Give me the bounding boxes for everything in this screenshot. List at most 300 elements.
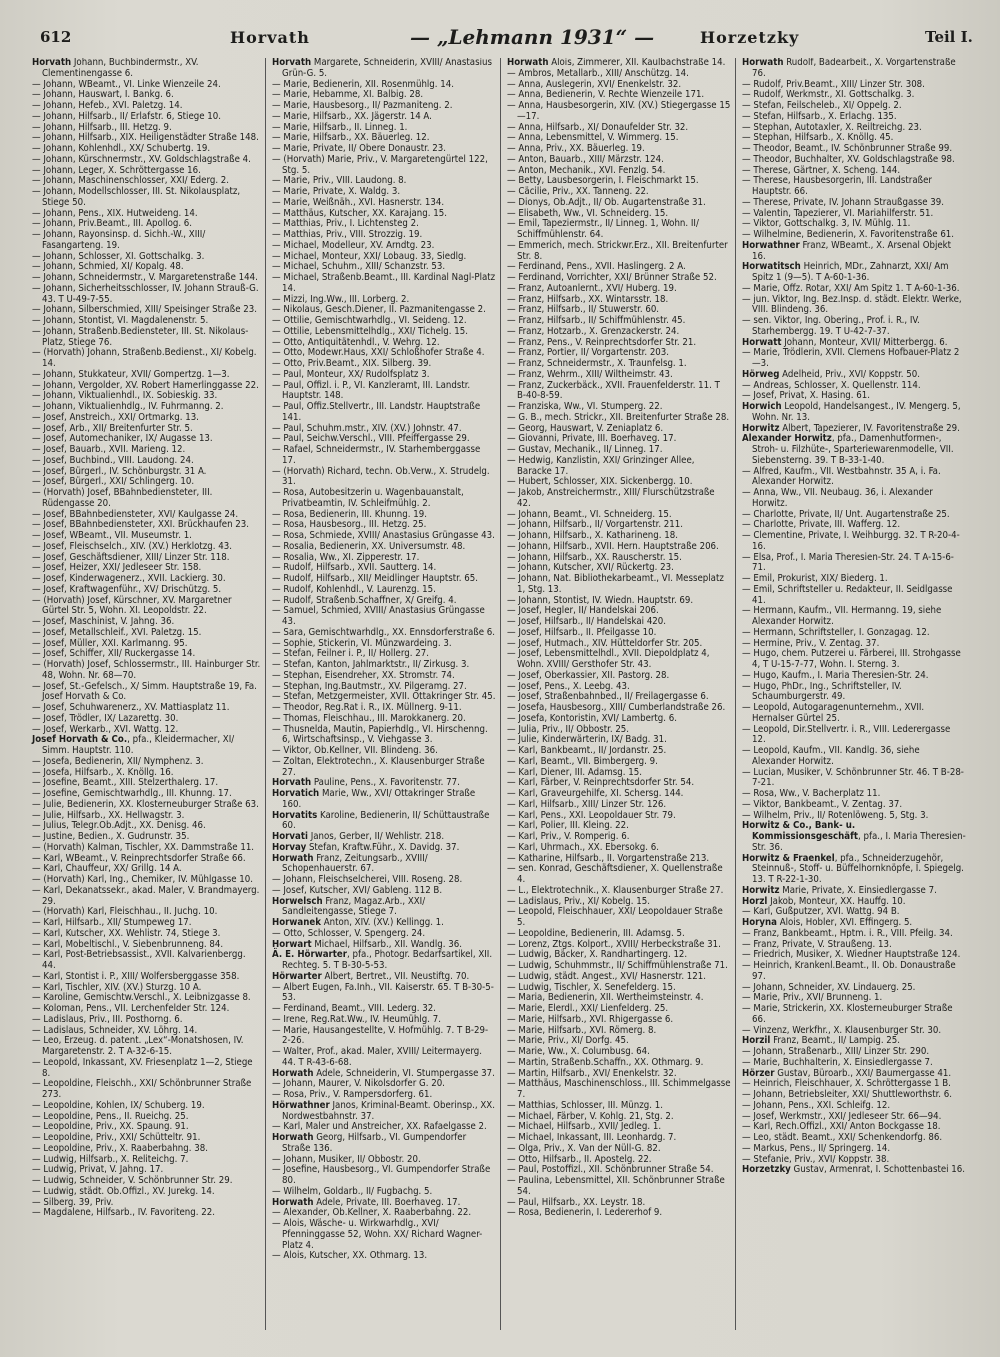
entry-text: — Samuel, Schmied, XVIII/ Anastasius Grüngasse 43. bbox=[272, 605, 485, 627]
entry-text: — Josef, BBahnbediensteter, XVI/ Kaulgasse 24. bbox=[32, 508, 239, 520]
entry-text: — Johann, Vergolder, XV. Robert Hamerlinggasse 22. bbox=[32, 379, 259, 391]
entry-text: — Wilhelm, Goldarb., II/ Fugbachg. 5. bbox=[272, 1185, 433, 1197]
entry-text: Franz, Beamt., II/ Lampig. 25. bbox=[770, 1035, 901, 1047]
directory-entry bbox=[742, 434, 966, 466]
directory-entry bbox=[272, 445, 496, 467]
entry-text: — L., Elektrotechnik., X. Klausenburger Straße 27. bbox=[507, 884, 724, 896]
entry-text: — Johann, Schmied, XI/ Kopalg. 48. bbox=[32, 261, 184, 273]
entry-text: — Anton, Mechanik., XVI. Fenzlg. 54. bbox=[507, 164, 666, 176]
entry-text: — Josef, Hilfsarb., II. Pfeilgasse 10. bbox=[507, 626, 657, 638]
entry-text: — Paul, Schuhm.mstr., XIV. (XV.) Johnstr. 47. bbox=[272, 422, 462, 434]
entry-text: — Karl, Stontist i. P., XIII/ Wolfersberggasse 358. bbox=[32, 970, 240, 982]
entry-text: — Franz, Schneidermstr., X. Traunfelsg. 1. bbox=[507, 358, 687, 369]
entry-text: — Hermine, Priv., V. Zentag. 37. bbox=[742, 637, 880, 649]
entry-text: Anton, XIV. (XV.) Kellingg. 1. bbox=[320, 917, 444, 928]
entry-text: , pfa., Kleidermacher, XI/ Simm. Hauptstr. 110. bbox=[42, 734, 235, 756]
entry-text: — Josefine, Hausbesorg., VI. Gumpendorfer Straße 80. bbox=[272, 1164, 491, 1186]
entry-text: — Franz, Bankbeamt., Hptm. i. R., VIII. Pfeilg. 34. bbox=[742, 927, 953, 939]
entry-text: — Magdalene, Hilfsarb., IV. Favoriteng. 22. bbox=[32, 1207, 215, 1219]
entry-text: — Josef, Pens., X. Leebg. 43. bbox=[507, 680, 630, 692]
entry-text: — Friedrich, Musiker, X. Wiedner Hauptstraße 124. bbox=[742, 949, 961, 961]
directory-entry bbox=[507, 574, 731, 596]
entry-text: — Karoline, Gemischtw.Verschl., X. Leibnizgasse 8. bbox=[32, 992, 251, 1004]
entry-text: — Josef, Trödler, IX/ Lazarettg. 30. bbox=[32, 712, 179, 724]
entry-text: — Anna, Bedienerin, V. Rechte Wienzeile 171. bbox=[507, 89, 705, 101]
entry-text: — Franz, Hilfsarb., II/ Stuwerstr. 60. bbox=[507, 304, 660, 316]
entry-surname: Horvath bbox=[272, 58, 312, 68]
entry-text: — Karl, Maler und Anstreicher, XX. Rafaelgasse 2. bbox=[272, 1121, 487, 1133]
entry-text: — Georg, Hauswart, V. Zeniaplatz 6. bbox=[507, 422, 664, 434]
entry-text: — Alexander, Ob.Kellner, X. Raaberbahng. 22. bbox=[272, 1207, 472, 1219]
directory-entry bbox=[742, 402, 966, 424]
entry-text: Margarete, Schneiderin, XVIII/ Anastasius Grün-G. 5. bbox=[282, 58, 492, 79]
entry-text: — Anna, Lebensmittel, V. Wimmerg. 15. bbox=[507, 132, 679, 144]
entry-text: — Emil, Schriftsteller u. Redakteur, II. Seidlgasse 41. bbox=[742, 583, 953, 606]
directory-entry bbox=[742, 553, 966, 575]
directory-entry bbox=[32, 187, 261, 209]
directory-entry bbox=[272, 811, 496, 833]
entry-text: — Rudolf, Hilfsarb., XII/ Meidlinger Hauptstr. 65. bbox=[272, 573, 478, 584]
entry-text: — Leopold, Autogaragenunternehm., XVII. Hernalser Gürtel 25. bbox=[742, 702, 925, 724]
entry-text: — (Horvath) Kalman, Tischler, XX. Dammstraße 11. bbox=[32, 841, 255, 853]
entry-text: — Ludwig, Tischler, X. Senefelderg. 15. bbox=[507, 981, 676, 993]
directory-entry bbox=[507, 101, 731, 123]
entry-text: — Johann, Straßenarb., XIII/ Linzer Str. 290. bbox=[742, 1046, 930, 1057]
entry-text: — Johann, Hilfsarb., III. Hetzg. 9. bbox=[32, 121, 172, 133]
entry-surname: Horzetzky bbox=[742, 1164, 791, 1176]
directory-entry bbox=[32, 735, 261, 757]
entry-surname: Horwatitsch bbox=[742, 261, 801, 273]
entry-text: — Otto, Antiquitätenhdl., V. Wehrg. 12. bbox=[272, 336, 440, 348]
directory-entry bbox=[742, 821, 966, 853]
entry-text: — Koloman, Pens., VII. Lerchenfelder Str. 124. bbox=[32, 1003, 230, 1014]
entry-text: — Franz, Private, V. Straußeng. 13. bbox=[742, 938, 892, 950]
entry-text: — Franz, Portier, II/ Vorgartenstr. 203. bbox=[507, 347, 670, 359]
entry-text: Karoline, Bedienerin, II/ Schüttaustraße 60. bbox=[282, 809, 490, 832]
entry-text: — Marie, Buchhalterin, X. Einsiedlergasse 7. bbox=[742, 1056, 933, 1068]
entry-text: — Hugo, PhDr., Ing., Schriftsteller, IV. Schaumburgerstr. 49. bbox=[742, 680, 902, 703]
entry-text: — Rudolf, Priv.Beamt., XIII/ Linzer Str. 308. bbox=[742, 78, 925, 90]
entry-text: — Emil, Tapeziermstr., II/ Linneg. 1, Wohn. II/ Schiffmühlenstr. 64. bbox=[507, 218, 699, 240]
entry-text: — Johann, Schneider, XV. Lindauerg. 25. bbox=[742, 981, 916, 993]
directory-entry bbox=[272, 983, 496, 1005]
entry-surname: Horwelsch bbox=[272, 895, 323, 907]
entry-text: — Marie, Trödlerin, XVII. Clemens Hofbauer-Platz 2—3. bbox=[742, 347, 960, 369]
entry-text: — Karl, Tischler, XIV. (XV.) Sturzg. 10 A. bbox=[32, 981, 202, 993]
entry-text: — Johann, Hauswart, I. Bankg. 6. bbox=[32, 89, 174, 101]
directory-entry bbox=[742, 961, 966, 983]
directory-entry bbox=[272, 1165, 496, 1187]
entry-text: — Karl, Rech.Offizl., XXI/ Anton Bockgasse 18. bbox=[742, 1121, 941, 1133]
entry-text: — Matthias, Priv., I. Lichtensteg 2. bbox=[272, 218, 419, 230]
directory-entry bbox=[272, 897, 496, 919]
entry-surname: Josef Horvath & Co. bbox=[32, 734, 128, 746]
entry-surname: Horwath bbox=[272, 1196, 314, 1208]
entry-text: — Karl, Polier, III. Kleing. 22. bbox=[507, 820, 629, 832]
entry-text: — Alfred, Kaufm., VII. Westbahnstr. 35 A, i. Fa. Alexander Horwitz. bbox=[742, 465, 941, 488]
entry-surname: Horwitz & Fraenkel bbox=[742, 852, 835, 864]
entry-surname: Horwath bbox=[272, 1132, 314, 1143]
column-3 bbox=[500, 58, 735, 1330]
entry-text: — Ludwig, Schneider, V. Schönbrunner Str. 29. bbox=[32, 1175, 233, 1186]
entry-text: — Karl, WBeamt., V. Reinprechtsdorfer Straße 66. bbox=[32, 852, 246, 864]
entry-surname: Horvati bbox=[272, 831, 308, 842]
directory-entry bbox=[32, 886, 261, 908]
entry-text: — Ferdinand, Beamt., VIII. Lederg. 32. bbox=[272, 1003, 436, 1014]
entry-text: — Stefan, Kanton, Jahlmarktstr., II/ Zirkusg. 3. bbox=[272, 659, 470, 670]
entry-text: — Paul, Seichw.Verschl., VIII. Pfeiffergasse 29. bbox=[272, 433, 470, 445]
left-running-head: Horvath bbox=[230, 28, 310, 47]
entry-text: — Josef, Hegler, II/ Handelskai 206. bbox=[507, 605, 659, 617]
entry-text: — Martin, Hilfsarb., XVI/ Enenkelstr. 32. bbox=[507, 1067, 677, 1079]
entry-surname: Ä. E. Hörwarter bbox=[272, 949, 348, 961]
entry-text: — (Horvath) Josef, BBahnbediensteter, III. Rüdengasse 20. bbox=[32, 487, 213, 509]
entry-text: — Johann, Hilfsarb., XVII. Hern. Hauptstraße 206. bbox=[507, 540, 719, 552]
directory-entry bbox=[272, 58, 496, 80]
entry-text: — Paul, Offiz.Stellvertr., III. Landstr. Hauptstraße 141. bbox=[272, 401, 481, 423]
entry-text: — Johann, Priv.Beamt., III. Apollog. 6. bbox=[32, 218, 193, 230]
entry-text: Johann, Monteur, XVII/ Mitterbergg. 6. bbox=[781, 336, 948, 348]
entry-surname: Horvatich bbox=[272, 788, 320, 799]
entry-text: — Anna, Hausbesorgerin, XIV. (XV.) Stiegergasse 15—17. bbox=[507, 100, 731, 122]
entry-text: — Marie, Bedienerin, XII. Rosenmühlg. 14. bbox=[272, 78, 454, 90]
entry-text: — Johann, Schneidermstr., V. Margaretenstraße 144. bbox=[32, 272, 258, 283]
directory-entry bbox=[272, 1047, 496, 1069]
entry-text: — Mizzi, Ing.Ww., III. Lorberg. 2. bbox=[272, 293, 410, 305]
entry-text: Rudolf, Badearbeit., X. Vorgartenstraße 76. bbox=[752, 58, 956, 79]
entry-text: — Stephan, Eisendreher, XX. Stromstr. 74. bbox=[272, 669, 455, 681]
entry-text: — Wilhelm, Priv., II/ Rotenlöweng. 5, Stg. 3. bbox=[742, 809, 929, 821]
entry-text: — Rudolf, Werkmstr., XI. Gottschalkg. 3. bbox=[742, 89, 915, 101]
entry-text: — Charlotte, Private, II/ Unt. Augartenstraße 25. bbox=[742, 508, 950, 520]
directory-entry bbox=[742, 348, 966, 370]
entry-text: — Marie, Hilfsarb., XX. Jägerstr. 14 A. bbox=[272, 110, 432, 122]
entry-text: — Michael, Hilfsarb., XVII/ Jedleg. 1. bbox=[507, 1121, 662, 1133]
entry-text: — Johann, Hilfsarb., II/ Erlafstr. 6, Stiege 10. bbox=[32, 110, 222, 122]
publication-title: — „Lehmann 1931“ — bbox=[410, 25, 655, 49]
entry-text: — Nikolaus, Gesch.Diener, II. Pazmanitengasse 2. bbox=[272, 304, 486, 316]
entry-text: — Marie, Private, II/ Obere Donaustr. 23. bbox=[272, 143, 447, 154]
entry-text: — Elisabeth, Ww., VI. Schneiderg. 15. bbox=[507, 207, 669, 219]
entry-text: — Lucian, Musiker, V. Schönbrunner Str. 46. T B-28-7-21. bbox=[742, 766, 964, 789]
entry-text: — Johann, Maurer, V. Nikolsdorfer G. 20. bbox=[272, 1078, 445, 1090]
entry-text: — Josef, Schuhwarenerz., XV. Mattiasplatz 11. bbox=[32, 702, 230, 713]
entry-text: — Rudolf, Kohlenhdl., V. Laurenzg. 15. bbox=[272, 583, 436, 595]
entry-text: — Stefan, Feilscheleb., XI/ Oppelg. 2. bbox=[742, 100, 902, 111]
directory-entry bbox=[32, 284, 261, 306]
entry-text: — Johann, WBeamt., VI. Linke Wienzeile 24. bbox=[32, 78, 221, 90]
directory-entry bbox=[507, 649, 731, 671]
entry-text: Johann, Buchbindermstr., XV. Clementinengasse 6. bbox=[42, 58, 199, 79]
entry-surname: Horwath bbox=[507, 58, 549, 68]
directory-entry bbox=[742, 746, 966, 768]
entry-text: — Hubert, Schlosser, XIX. Sickenbergg. 10. bbox=[507, 476, 693, 488]
entry-text: — (Horvath) Richard, techn. Ob.Verw., X. Strudelg. 31. bbox=[272, 465, 490, 488]
entry-text: — Alois, Kutscher, XX. Othmarg. 13. bbox=[272, 1250, 428, 1262]
entry-text: — Hedwig, Kanzlistin, XXI/ Grinzinger Allee, Baracke 17. bbox=[507, 454, 695, 477]
entry-text: — Johann, Silberschmied, XIII/ Speisinger Straße 23. bbox=[32, 304, 258, 316]
directory-entry bbox=[507, 456, 731, 478]
entry-surname: Horvatits bbox=[272, 809, 318, 821]
entry-text: — Johann, Fleischselcherei, VIII. Roseng. 28. bbox=[272, 874, 463, 885]
directory-entry bbox=[742, 1004, 966, 1026]
entry-text: — Josef, Buchbind., VIII. Laudong. 24. bbox=[32, 454, 194, 466]
entry-text: — G. B., mech. Strickr., XII. Breitenfurter Straße 28. bbox=[507, 411, 730, 423]
directory-entry bbox=[742, 176, 966, 198]
entry-text: — Johann, Viktualienhdl., IX. Sobieskig. 33. bbox=[32, 390, 218, 402]
entry-text: — Karl, Hilfsarb., XIII/ Linzer Str. 126. bbox=[507, 798, 667, 810]
entry-text: — Rosa, Priv., V. Rampersdorferg. 61. bbox=[272, 1089, 433, 1100]
entry-text: — Zoltan, Elektrotechn., X. Klausenburger Straße 27. bbox=[272, 755, 485, 778]
entry-text: — Emmerich, mech. Strickwr.Erz., XII. Breitenfurter Str. 8. bbox=[507, 239, 728, 262]
entry-text: — Emil, Prokurist, XIX/ Biederg. 1. bbox=[742, 573, 888, 584]
entry-surname: Horwich bbox=[742, 401, 782, 412]
directory-entry bbox=[272, 1101, 496, 1123]
directory-entry bbox=[742, 1165, 966, 1176]
entry-text: — Julie, Bedienerin, XX. Klosterneuburger Straße 63. bbox=[32, 798, 259, 810]
directory-entry bbox=[507, 488, 731, 510]
entry-surname: Horwitz & Co., Bank- u. Kommissionsgeschäft bbox=[742, 820, 858, 842]
entry-text: — Josef, Straßenbahnbed., II/ Freilagergasse 6. bbox=[507, 691, 709, 703]
entry-text: — jun. Viktor, Ing. Bez.Insp. d. städt. Elektr. Werke, VIII. Blindeng. 36. bbox=[742, 293, 962, 316]
entry-text: — Otto, Priv.Beamt., XIX. Silberg. 39. bbox=[272, 358, 432, 369]
entry-text: — Leopold, Dir.Stellvertr. i. R., VIII. Lederergasse 12. bbox=[742, 723, 951, 746]
entry-text: — Marie, Hilfsarb., II. Linneg. 1. bbox=[272, 121, 408, 133]
entry-text: — Karl, Mobeltischl., V. Siebenbrunneng. 84. bbox=[32, 938, 224, 950]
entry-text: — Theodor, Reg.Rat i. R., IX. Müllnerg. 9-11. bbox=[272, 702, 462, 713]
entry-text: — Stefan, Hilfsarb., X. Erlachg. 135. bbox=[742, 110, 897, 122]
entry-text: — Clementine, Private, I. Weihburgg. 32. T R-20-4-16. bbox=[742, 530, 960, 552]
entry-text: — Ferdinand, Pens., XVII. Haslingerg. 2 A. bbox=[507, 261, 686, 273]
entry-text: — Therese, Private, IV. Johann Straußgasse 39. bbox=[742, 196, 945, 208]
entry-text: — Markus, Pens., II/ Springerg. 14. bbox=[742, 1142, 891, 1154]
entry-text: — Franz, Pens., V. Reinprechtsdorfer Str. 21. bbox=[507, 336, 697, 348]
entry-surname: Horwath bbox=[272, 852, 314, 864]
entry-text: Alois, Hobler, XVI. Effingerg. 5. bbox=[777, 917, 913, 928]
entry-text: — Josef, Hilfsarb., II/ Handelskai 420. bbox=[507, 616, 667, 627]
entry-text: — Josefine, Beamt., XIII. Stelzerthalerg. 17. bbox=[32, 777, 219, 789]
entry-text: — (Horvath) Marie, Priv., V. Margaretengürtel 122, Stg. 5. bbox=[272, 153, 488, 176]
entry-text: — Josef, Kutscher, XVI/ Gableng. 112 B. bbox=[272, 884, 443, 896]
entry-surname: Hörzer bbox=[742, 1067, 775, 1079]
directory-entry bbox=[32, 1208, 261, 1219]
entry-text: — Josef, Hutmach., XIV. Hütteldorfer Str. 205. bbox=[507, 637, 703, 649]
entry-text: — Hugo, Kaufm., I. Maria Theresien-Str. 24. bbox=[742, 669, 929, 681]
entry-text: — Franziska, Ww., VI. Stumperg. 22. bbox=[507, 401, 663, 412]
entry-text: — Leopoldine, Fleischh., XXI/ Schönbrunner Straße 273. bbox=[32, 1078, 252, 1100]
entry-text: — Stefan, Metzgermeister, XVII. Ottakringer Str. 45. bbox=[272, 691, 496, 703]
entry-text: Adele, Private, III. Boerhaveg. 17. bbox=[313, 1196, 461, 1208]
directory-entry bbox=[272, 725, 496, 747]
entry-text: — Johann, Kutscher, XVI/ Rückertg. 23. bbox=[507, 562, 674, 574]
entry-text: — Stefanie, Priv., XVI/ Koppstr. 38. bbox=[742, 1153, 890, 1165]
entry-text: , pfa., Photogr. Bedarfsartikel, XII. Rechteg. 5. T B-30-5-53. bbox=[282, 949, 493, 971]
entry-text: — Johann, Rayonsinsp. d. Sichh.-W., XIII/ Fasangarteng. 19. bbox=[32, 229, 206, 251]
entry-text: — Johann, Hilfsarb., XIX. Heiligenstädter Straße 148. bbox=[32, 132, 259, 144]
entry-surname: Hörweg bbox=[742, 368, 780, 380]
entry-text: , pfa., Schneiderzugehör, Steinnuß-, Stoff- u. Büffelhornknöpfe, I. Spiegelg. 13. T R-22-1-30. bbox=[752, 852, 964, 885]
entry-text: — Franz, Hilfsarb., XX. Wintarsstr. 18. bbox=[507, 293, 669, 305]
entry-text: — Anton, Bauarb., XIII/ Märzstr. 124. bbox=[507, 153, 664, 165]
directory-entry bbox=[742, 467, 966, 489]
entry-text: Leopold, Handelsangest., IV. Mengerg. 5, Wohn. Nr. 13. bbox=[752, 401, 961, 423]
entry-text: Stefan, Kraftw.Führ., X. Davidg. 37. bbox=[306, 841, 460, 853]
directory-entry bbox=[272, 1133, 496, 1155]
entry-text: — Rudolf, Straßenb.Schaffner, X/ Greifg. 4. bbox=[272, 594, 457, 606]
entry-surname: Horwath bbox=[272, 1067, 314, 1079]
entry-text: — Josefa, Bedienerin, XII/ Nymphenz. 3. bbox=[32, 755, 204, 767]
entry-text: — Albert Eugen, Fa.Inh., VII. Kaiserstr. 65. T B-30-5-53. bbox=[272, 981, 494, 1004]
directory-entry bbox=[742, 58, 966, 80]
directory-entry bbox=[742, 606, 966, 628]
entry-text: — Marie, Hebamme, XI. Balbig. 28. bbox=[272, 89, 424, 101]
entry-text: — Otto, Modewr.Haus, XXI/ Schloßhofer Straße 4. bbox=[272, 347, 485, 359]
directory-columns bbox=[30, 58, 970, 1330]
entry-text: — Karl, Kutscher, XX. Wehlistr. 74, Stiege 3. bbox=[32, 927, 221, 939]
directory-entry bbox=[507, 1079, 731, 1101]
entry-text: — Therese, Gärtner, X. Scheng. 144. bbox=[742, 164, 901, 176]
entry-text: — Johann, Stukkateur, XVII/ Gompertzg. 1—3. bbox=[32, 368, 230, 380]
directory-entry bbox=[32, 1079, 261, 1101]
entry-text: — Franz, Hotzarb., X. Grenzackerstr. 24. bbox=[507, 325, 680, 337]
entry-text: — Johann, Beamt., VI. Schneiderg. 15. bbox=[507, 508, 672, 520]
entry-text: — Johann, Kürschnermstr., XV. Goldschlagstraße 4. bbox=[32, 153, 251, 165]
directory-entry bbox=[32, 348, 261, 370]
entry-text: — Johann, Hefeb., XVI. Paletzg. 14. bbox=[32, 100, 183, 111]
entry-text: Adele, Schneiderin, VI. Stumpergasse 37. bbox=[313, 1067, 495, 1079]
entry-text: — Johann, Viktualienhdlg., IV. Fuhrmanng. 2. bbox=[32, 401, 224, 412]
directory-entry bbox=[507, 219, 731, 241]
entry-text: — Ottilie, Gemischtwarhdlg., VI. Seideng. 12. bbox=[272, 315, 467, 326]
entry-text: — Josef, Lebensmittelhdl., XVII. Diepoldplatz 4, Wohn. XVIII/ Gersthofer Str. 43. bbox=[507, 648, 710, 670]
entry-text: — Josefa, Kontoristin, XVI/ Lambertg. 6. bbox=[507, 712, 678, 724]
entry-text: — Karl, Chauffeur, XX/ Grillg. 14 A. bbox=[32, 863, 182, 875]
entry-surname: Horvath bbox=[272, 777, 312, 789]
entry-text: Franz, Magaz.Arb., XXI/ Sandleitengasse, Stiege 7. bbox=[282, 895, 426, 918]
entry-text: — Marie, Elerdl., XXI/ Lienfelderg. 25. bbox=[507, 1003, 669, 1014]
directory-entry bbox=[507, 1208, 731, 1219]
entry-text: — Leopold, Fleischhauer, XXI/ Leopoldauer Straße 5. bbox=[507, 906, 723, 928]
entry-text: — Michael, Färber, V. Kohlg. 21, Stg. 2. bbox=[507, 1110, 674, 1122]
entry-text: — Josef, Heizer, XXI/ Jedleseer Str. 158. bbox=[32, 562, 202, 574]
entry-text: Gustav, Büroarb., XXI/ Baumergasse 41. bbox=[774, 1067, 952, 1079]
entry-text: — Josef, Werkmstr., XXI/ Jedleseer Str. 66—94. bbox=[742, 1110, 942, 1122]
entry-text: — Josef, WBeamt., VII. Museumstr. 1. bbox=[32, 530, 192, 541]
entry-text: — Johann, Sicherheitsschlosser, IV. Johann Strauß-G. 43. T U-49-7-55. bbox=[32, 282, 259, 305]
entry-text: — Charlotte, Private, III. Wafferg. 12. bbox=[742, 519, 901, 531]
entry-text: — Karl, Färber, V. Reinprechtsdorfer Str. 54. bbox=[507, 777, 695, 789]
entry-text: Gustav, Armenrat, I. Schottenbastei 16. bbox=[790, 1164, 966, 1176]
entry-text: Albert, Tapezierer, IV. Favoritenstraße 29. bbox=[779, 422, 960, 434]
entry-text: — Ludwig, städt. Angest., XVI/ Hasnerstr. 121. bbox=[507, 970, 707, 982]
entry-text: — Andreas, Schlosser, X. Quellenstr. 114. bbox=[742, 379, 921, 391]
entry-text: — Michael, Straßenb.Beamt., III. Kardinal Nagl-Platz 14. bbox=[272, 272, 496, 294]
entry-text: — Karl, Bankbeamt., II/ Jordanstr. 25. bbox=[507, 745, 667, 756]
entry-text: — Franz, Zuckerbäck., XVII. Frauenfelderstr. 11. T B-40-8-59. bbox=[507, 379, 720, 402]
directory-entry bbox=[272, 1026, 496, 1048]
entry-text: — (Horvath) Karl, Ing., Chemiker, IV. Mühlgasse 10. bbox=[32, 874, 253, 885]
entry-text: — Lorenz, Ztgs. Kolport., XVIII/ Herbeckstraße 31. bbox=[507, 938, 721, 950]
entry-text: — Marie, Offz. Rotar, XXI/ Am Spitz 1. T A-60-1-36. bbox=[742, 282, 960, 294]
entry-text: — Johann, Nat. Bibliothekarbeamt., VI. Messeplatz 1, Stg. 13. bbox=[507, 573, 724, 595]
entry-surname: Horzil bbox=[742, 1035, 771, 1047]
entry-text: — Martin, Straßenb.Schaffn., XX. Othmarg. 9. bbox=[507, 1056, 704, 1068]
entry-text: — Walter, Prof., akad. Maler, XVIII/ Leitermayerg. 44. T R-43-6-68. bbox=[272, 1046, 482, 1068]
directory-entry bbox=[32, 58, 261, 80]
entry-text: — Ladislaus, Priv., III. Posthorng. 6. bbox=[32, 1013, 183, 1025]
entry-text: — Olga, Priv., X. Van der Nüll-G. 82. bbox=[507, 1142, 661, 1154]
entry-text: — Irene, Reg.Rat.Ww., IV. Heumühlg. 7. bbox=[272, 1013, 441, 1025]
entry-text: — Johann, Stontist, VI. Magdalenenstr. 5. bbox=[32, 315, 209, 326]
entry-text: — Marie, Private, X. Waldg. 3. bbox=[272, 186, 401, 197]
entry-text: — Katharine, Hilfsarb., II. Vorgartenstraße 213. bbox=[507, 852, 710, 864]
entry-text: — Johann, Modellschlosser, III. St. Nikolausplatz, Stiege 50. bbox=[32, 186, 241, 208]
entry-text: — Michael, Schuhm., XIII/ Schanzstr. 53. bbox=[272, 261, 446, 273]
entry-text: — Paul, Monteur, XX/ Rudolfsplatz 3. bbox=[272, 368, 430, 380]
entry-surname: Horvath bbox=[32, 58, 72, 68]
entry-text: — Karl, Uhrmach., XX. Ebersokg. 6. bbox=[507, 841, 659, 853]
entry-text: — Anna, Priv., XX. Bäuerleg. 19. bbox=[507, 143, 645, 154]
entry-text: — Josef, Fleischselch., XIV. (XV.) Herklotzg. 43. bbox=[32, 540, 232, 552]
entry-surname: Horvay bbox=[272, 841, 307, 853]
entry-surname: Horwart bbox=[272, 938, 312, 950]
directory-entry bbox=[742, 531, 966, 553]
entry-text: — Karl, Diener, III. Adamsg. 15. bbox=[507, 766, 642, 778]
entry-text: — (Horvath) Johann, Straßenb.Bedienst., XI/ Kobelg. 14. bbox=[32, 347, 257, 369]
entry-text: — Sara, Gemischtwarhdlg., XX. Ennsdorferstraße 6. bbox=[272, 626, 495, 638]
entry-surname: Horwanek bbox=[272, 917, 321, 928]
entry-surname: Horwatt bbox=[742, 336, 782, 348]
entry-text: — Leopoldine, Kohlen, IX/ Schuberg. 19. bbox=[32, 1099, 205, 1111]
entry-text: Heinrich, MDr., Zahnarzt, XXI/ Am Spitz 1 (9—5). T A-60-1-36. bbox=[752, 261, 949, 283]
directory-entry bbox=[272, 1251, 496, 1262]
directory-entry bbox=[272, 789, 496, 811]
entry-text: — Ottilie, Lebensmittelhdlg., XXI/ Tichelg. 15. bbox=[272, 325, 468, 337]
entry-text: — Rudolf, Hilfsarb., XVII. Sautterg. 14. bbox=[272, 562, 437, 574]
entry-text: — Matthias, Schlosser, III. Münzg. 1. bbox=[507, 1099, 663, 1111]
entry-text: — Josef, Metallschleif., XVI. Paletzg. 15. bbox=[32, 626, 202, 638]
part-label: Teil I. bbox=[925, 28, 973, 46]
entry-text: — Johann, Pens., XXI. Schleifg. 12. bbox=[742, 1099, 891, 1111]
entry-text: — Ludwig, Hilfsarb., X. Reliteichg. 7. bbox=[32, 1153, 189, 1165]
entry-text: — Anna, Hilfsarb., XI/ Donaufelder Str. 32. bbox=[507, 121, 689, 133]
directory-entry bbox=[742, 488, 966, 510]
directory-entry bbox=[507, 1176, 731, 1198]
entry-text: — Valentin, Tapezierer, VI. Mariahilferstr. 51. bbox=[742, 207, 934, 219]
entry-text: — Josef, Werkarb., XVI. Wattg. 12. bbox=[32, 723, 179, 735]
entry-text: — Ludwig, Schuhmmstr., II/ Schiffmühlenstraße 71. bbox=[507, 960, 728, 971]
entry-text: — Josefa, Hausbesorg., XIII/ Cumberlandstraße 26. bbox=[507, 702, 726, 713]
entry-text: Marie, Private, X. Einsiedlergasse 7. bbox=[779, 884, 937, 896]
directory-entry bbox=[742, 703, 966, 725]
entry-text: — Karl, Priv., V. Romperig. 6. bbox=[507, 831, 630, 842]
entry-text: — Ludwig, Privat, V. Jahng. 17. bbox=[32, 1164, 164, 1176]
entry-text: — Johann, Hilfsarb., II/ Vorgartenstr. 211. bbox=[507, 519, 684, 531]
entry-text: — Marie, Ww., X. Columbusg. 64. bbox=[507, 1046, 650, 1057]
entry-text: — Julius, Telegr.Ob.Adjt., XX. Denisg. 46. bbox=[32, 820, 206, 832]
directory-entry bbox=[32, 596, 261, 618]
entry-text: — Stephan, Hilfsarb., X. Knöllg. 45. bbox=[742, 132, 894, 144]
entry-text: — Heinrich, Krankenl.Beamt., II. Ob. Donaustraße 97. bbox=[742, 960, 956, 982]
entry-text: — Rosa, Bedienerin, III. Khunng. 19. bbox=[272, 508, 427, 520]
page-number: 612 bbox=[40, 28, 72, 46]
directory-entry bbox=[32, 488, 261, 510]
entry-text: — Leopoldine, Priv., XXI/ Schütteltr. 91. bbox=[32, 1132, 201, 1143]
entry-text: — Rosa, Hausbesorg., III. Hetzg. 25. bbox=[272, 519, 427, 531]
entry-text: — Viktor, Gottschalkg. 3, IV. Mühlg. 11. bbox=[742, 218, 911, 230]
entry-text: — Paul, Hilfsarb., XX. Leystr. 18. bbox=[507, 1196, 646, 1208]
entry-text: — Elsa, Prof., I. Maria Theresien-Str. 24. T A-15-6-71. bbox=[742, 551, 954, 574]
